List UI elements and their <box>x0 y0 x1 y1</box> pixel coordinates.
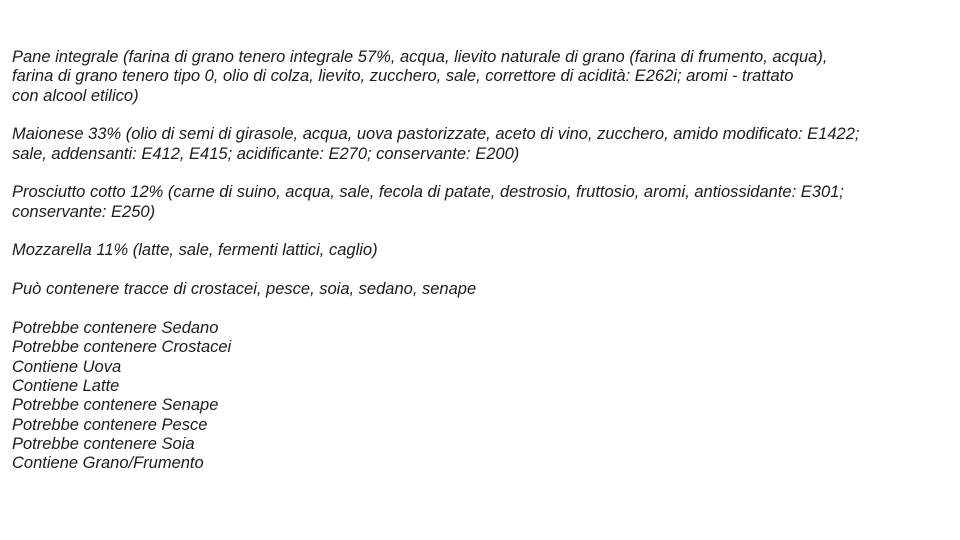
text-line: Pane integrale (farina di grano tenero integrale 57%, acqua, lievito naturale di grano (farina di frumento, acqua), <box>12 48 828 66</box>
ingredient-paragraph-pane <box>12 48 942 106</box>
allergen-item: Potrebbe contenere Pesce <box>12 415 208 434</box>
text-line: con alcool etilico) <box>12 86 139 105</box>
ingredient-paragraph-maionese <box>12 125 942 164</box>
ingredient-paragraph-mozzarella <box>12 241 942 260</box>
allergen-item: Potrebbe contenere Crostacei <box>12 338 232 357</box>
allergen-item: Contiene Latte <box>12 376 120 395</box>
ingredient-paragraph-prosciutto <box>12 183 942 222</box>
text-line: Maionese 33% (olio di semi di girasole, acqua, uova pastorizzate, aceto di vino, zucchero, amido modificato: E1422; <box>12 125 860 144</box>
text-line: Prosciutto cotto 12% (carne di suino, acqua, sale, fecola di patate, destrosio, fruttosio, aromi, antiossidante: E301; <box>12 183 844 202</box>
text-line: Può contenere tracce di crostacei, pesce, soia, sedano, senape <box>12 280 477 299</box>
text-line: conservante: E250) <box>12 202 156 221</box>
allergen-item: Potrebbe contenere Senape <box>12 396 219 415</box>
traces-warning <box>12 280 942 299</box>
allergen-item: Contiene Uova <box>12 357 122 376</box>
allergen-item: Potrebbe contenere Sedano <box>12 318 219 337</box>
allergen-item: Potrebbe contenere Soia <box>12 434 195 453</box>
text-line: Mozzarella 11% (latte, sale, fermenti lattici, caglio) <box>12 241 378 260</box>
allergen-item: Contiene Grano/Frumento <box>12 454 204 473</box>
text-line: farina di grano tenero tipo 0, olio di colza, lievito, zucchero, sale, correttore di acidità: E262i; aromi - trattato <box>12 67 794 86</box>
allergen-list <box>12 319 942 474</box>
text-line: sale, addensanti: E412, E415; acidificante: E270; conservante: E200) <box>12 144 520 163</box>
ingredients-document <box>12 48 942 474</box>
